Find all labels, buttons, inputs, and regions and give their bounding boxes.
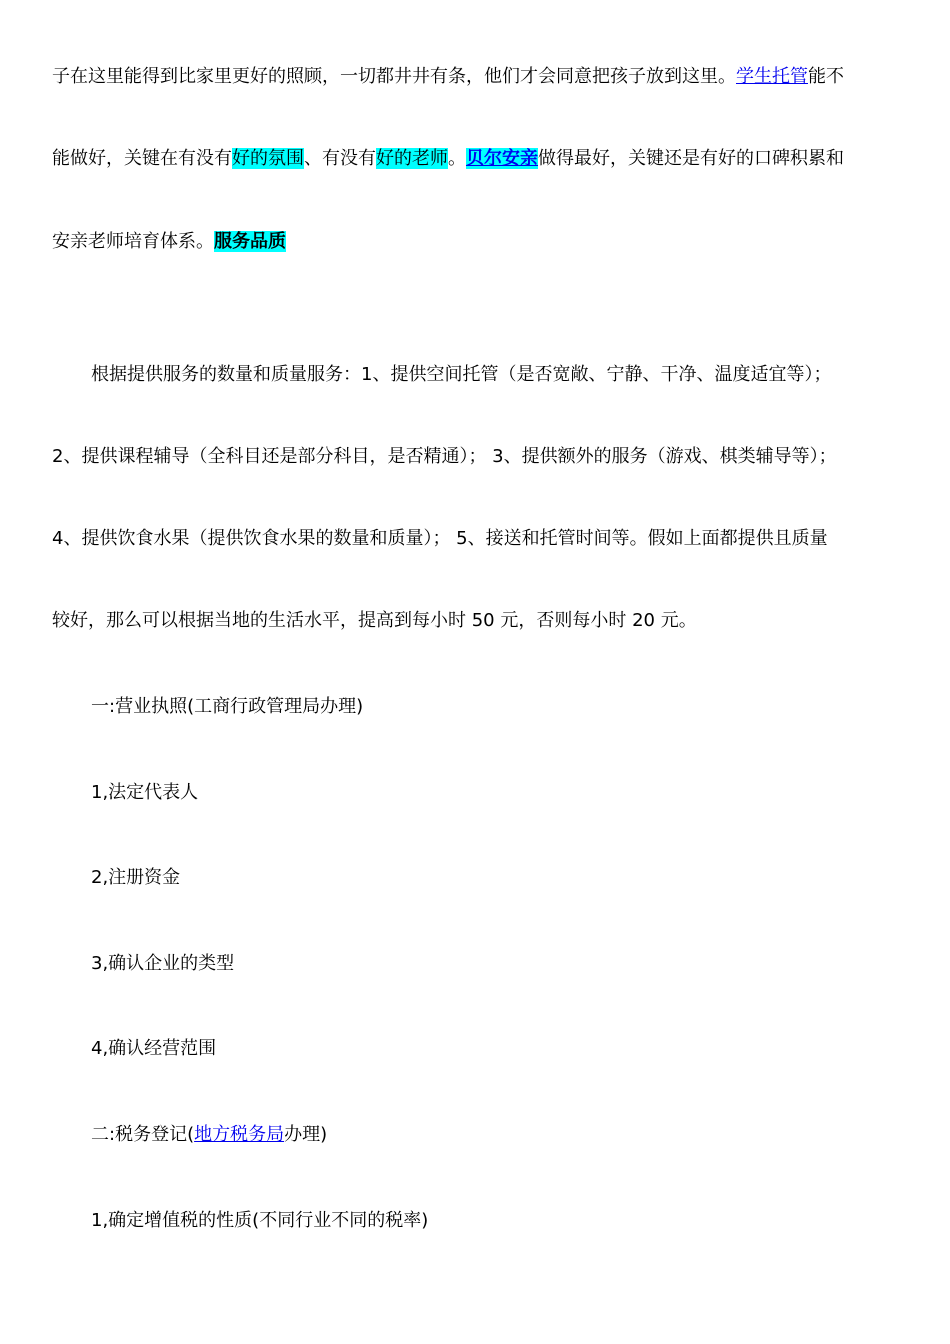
para1-line1-text: 子在这里能得到比家里更好的照顾，一切都井井有条，他们才会同意把孩子放到这里。 [52, 66, 736, 87]
section1-item: 3,确认企业的类型 [91, 953, 235, 974]
section1-heading: 一:营业执照(工商行政管理局办理) [91, 696, 364, 717]
para2-line1: 根据提供服务的数量和质量服务：1、提供空间托管（是否宽敞、宁静、干净、温度适宜等）； [91, 364, 832, 385]
section2-heading-b: 办理) [284, 1124, 328, 1145]
para2-line3: 4、提供饮食水果（提供饮食水果的数量和质量）； 5、接送和托管时间等。假如上面都提供且质量 [52, 528, 828, 549]
para1-line2-b: 、有没有 [304, 148, 376, 169]
para1-line2-d: 做得最好，关键还是有好的口碑积累和 [538, 148, 844, 169]
para1-line3-a: 安亲老师培育体系。 [52, 231, 214, 252]
para1-line2 [52, 146, 910, 172]
highlight-good-teacher: 好的老师 [376, 148, 448, 169]
section1-item: 1,法定代表人 [91, 782, 199, 803]
para1-line1-tail: 能不 [808, 66, 844, 87]
section1-item: 4,确认经营范围 [91, 1038, 217, 1059]
para1-line1 [52, 64, 910, 90]
brand-link[interactable]: 贝尔安亲 [466, 148, 538, 169]
para1-line2-a: 能做好，关键在有没有 [52, 148, 232, 169]
para1-line3 [52, 229, 910, 255]
section1-item: 2,注册资金 [91, 867, 181, 888]
para2-line4: 较好，那么可以根据当地的生活水平，提高到每小时 50 元，否则每小时 20 元。 [52, 610, 697, 631]
para1-line2-c: 。 [448, 148, 466, 169]
para2-line2: 2、提供课程辅导（全科目还是部分科目，是否精通）； 3、提供额外的服务（游戏、棋类辅导等）； [52, 446, 837, 467]
highlight-service-quality: 服务品质 [214, 231, 286, 252]
local-tax-bureau-link[interactable]: 地方税务局 [194, 1124, 285, 1145]
section2-item: 1,确定增值税的性质(不同行业不同的税率) [91, 1210, 429, 1231]
highlight-good-atmosphere: 好的氛围 [232, 148, 304, 169]
section2-heading-a: 二:税务登记( [91, 1124, 195, 1145]
student-care-link[interactable]: 学生托管 [736, 66, 808, 87]
section2-heading [91, 1122, 910, 1148]
